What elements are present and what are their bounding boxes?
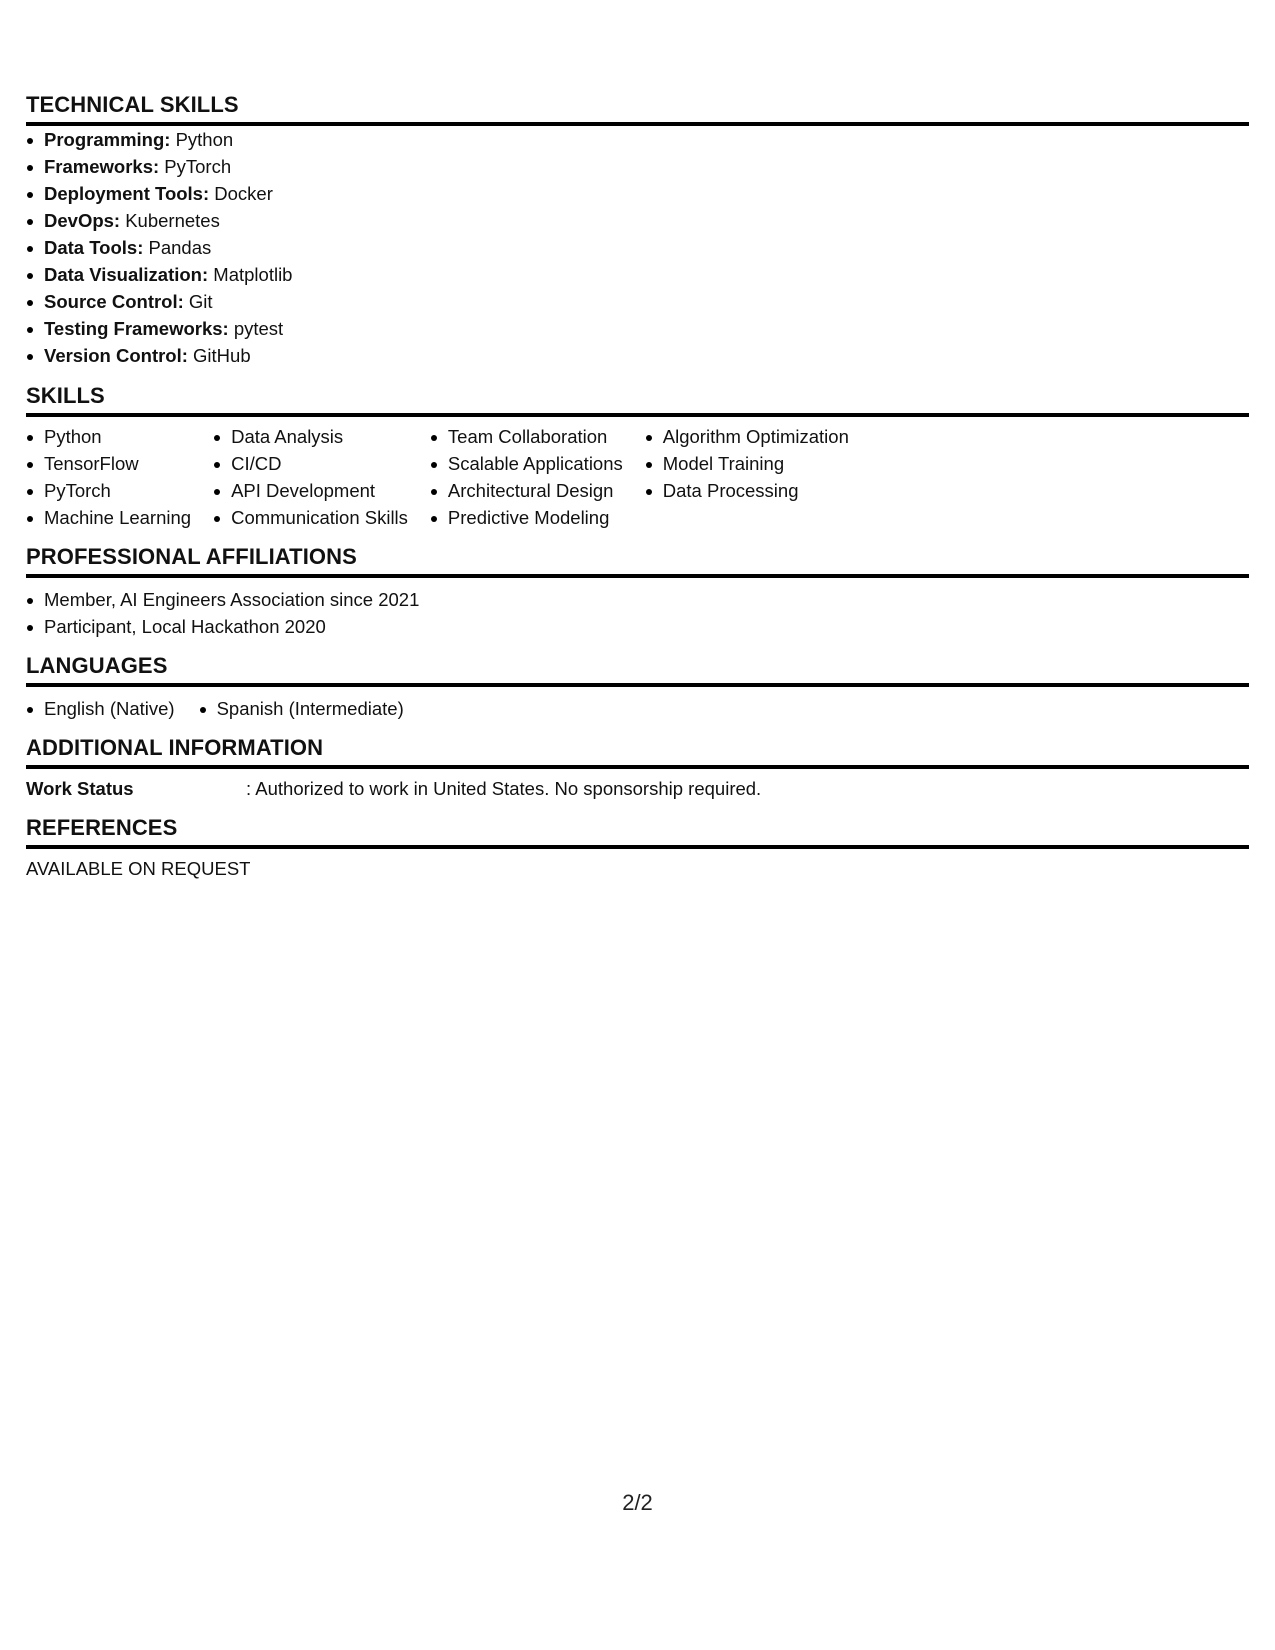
resume-page: [26, 92, 1249, 882]
list-item: Participant, Local Hackathon 2020: [26, 613, 1249, 640]
list-item: Member, AI Engineers Association since 2021: [26, 586, 1249, 613]
list-item: [26, 153, 1249, 180]
list-item: [26, 180, 1249, 207]
skill-value: Kubernetes: [125, 210, 220, 231]
list-item: TensorFlow: [26, 450, 191, 477]
list-item: [26, 207, 1249, 234]
list-item: Architectural Design: [430, 477, 623, 504]
skills-column: [430, 423, 623, 531]
skill-label: Data Visualization:: [44, 264, 209, 285]
list-item: Model Training: [645, 450, 849, 477]
list-item: Communication Skills: [213, 504, 408, 531]
list-item: Predictive Modeling: [430, 504, 623, 531]
list-item: PyTorch: [26, 477, 191, 504]
list-item: [26, 342, 1249, 369]
skill-label: Testing Frameworks:: [44, 318, 229, 339]
list-item: API Development: [213, 477, 408, 504]
skills-column: [26, 423, 191, 531]
list-item: Scalable Applications: [430, 450, 623, 477]
skills-column: [645, 423, 849, 531]
skills-section: [26, 383, 1249, 531]
skill-label: Version Control:: [44, 345, 188, 366]
list-item: [26, 288, 1249, 315]
list-item: [26, 234, 1249, 261]
references-title: REFERENCES: [26, 815, 1249, 849]
skill-value: Python: [175, 129, 234, 150]
additional-info-title: ADDITIONAL INFORMATION: [26, 735, 1249, 769]
list-item: CI/CD: [213, 450, 408, 477]
work-status-label: Work Status: [26, 778, 134, 799]
languages-section: [26, 653, 1249, 722]
list-item: Algorithm Optimization: [645, 423, 849, 450]
languages-list: [199, 695, 404, 722]
list-item: [26, 315, 1249, 342]
skills-title: SKILLS: [26, 383, 1249, 417]
skill-value: pytest: [233, 318, 284, 339]
list-item: [26, 261, 1249, 288]
languages-title: LANGUAGES: [26, 653, 1249, 687]
skill-label: Deployment Tools:: [44, 183, 210, 204]
skills-column: [213, 423, 408, 531]
work-status-value: : Authorized to work in United States. No sponsorship required.: [246, 778, 762, 799]
skills-grid: [26, 423, 1249, 531]
references-text: AVAILABLE ON REQUEST: [26, 858, 251, 879]
skill-value: PyTorch: [164, 156, 232, 177]
list-item: English (Native): [26, 695, 175, 722]
skill-value: GitHub: [193, 345, 251, 366]
skill-value: Git: [188, 291, 213, 312]
skill-label: DevOps:: [44, 210, 121, 231]
affiliations-section: [26, 544, 1249, 640]
technical-skills-section: [26, 92, 1249, 369]
skill-value: Docker: [214, 183, 273, 204]
list-item: Machine Learning: [26, 504, 191, 531]
list-item: Data Analysis: [213, 423, 408, 450]
technical-skills-list: [26, 126, 1249, 369]
page-number: 2/2: [622, 1490, 653, 1515]
skill-value: Matplotlib: [213, 264, 293, 285]
languages-row: [26, 695, 1249, 722]
technical-skills-title: TECHNICAL SKILLS: [26, 92, 1249, 126]
list-item: Python: [26, 423, 191, 450]
skill-label: Data Tools:: [44, 237, 144, 258]
languages-list: [26, 695, 175, 722]
work-status-row: [26, 775, 1249, 802]
list-item: Data Processing: [645, 477, 849, 504]
skill-label: Frameworks:: [44, 156, 160, 177]
skill-value: Pandas: [148, 237, 212, 258]
list-item: Spanish (Intermediate): [199, 695, 404, 722]
list-item: [26, 126, 1249, 153]
references-section: [26, 815, 1249, 882]
skill-label: Programming:: [44, 129, 171, 150]
list-item: Team Collaboration: [430, 423, 623, 450]
additional-info-section: [26, 735, 1249, 802]
affiliations-title: PROFESSIONAL AFFILIATIONS: [26, 544, 1249, 578]
skill-label: Source Control:: [44, 291, 184, 312]
affiliations-list: [26, 586, 1249, 640]
